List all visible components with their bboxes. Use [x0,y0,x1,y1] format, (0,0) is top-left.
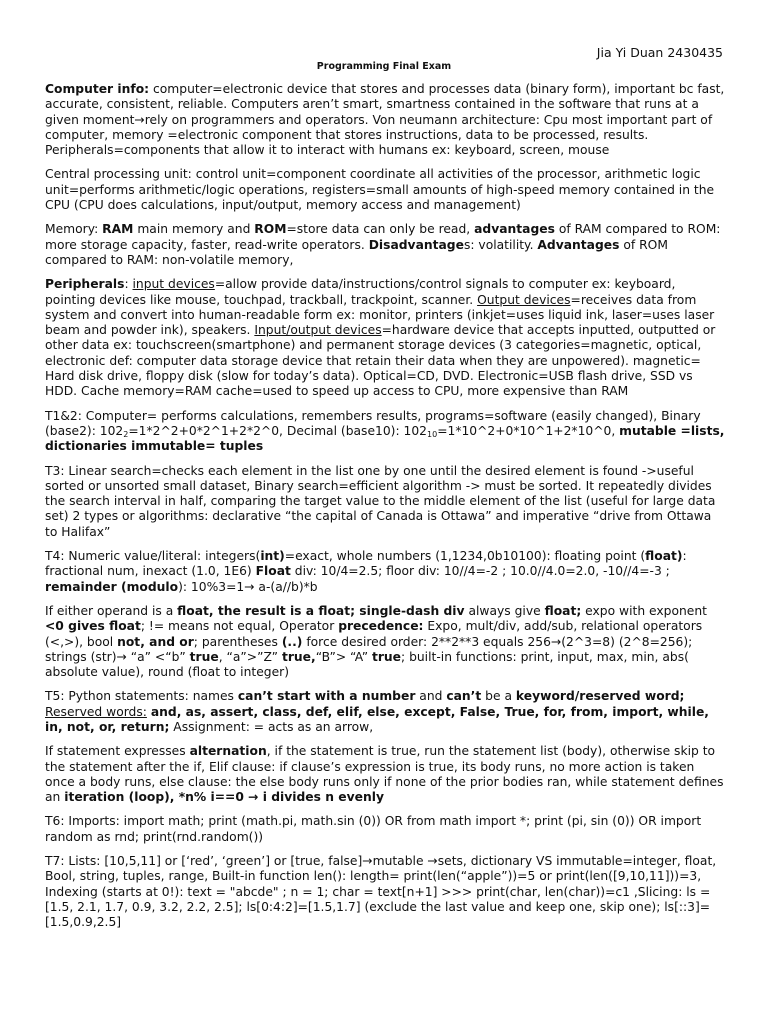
paragraph-operands [45,604,725,680]
text-run: T6: Imports: import math; print (math.pi, math.sin (0)) OR from math import *; print (pi, sin (0)) OR import random as rnd; print(rnd.random()) [45,814,702,844]
bold-run: Peripherals [45,277,125,292]
bold-run: Advantages [537,237,620,252]
paragraph-t7 [45,854,725,930]
text-run: =allow provide data/instructions/control signals to computer ex: keyboard, pointing devices like mouse, touchpad, trackball, trackpoint, scanner. [45,277,676,307]
notes-body [45,82,725,940]
text-run: div: 10/4=2.5; floor div: 10//4=-2 ; 10.0//4.0=2.0, -10//4=-3 ; [290,564,670,579]
bold-run: and, as, assert, class, def, elif, else, except, False, True, for, from, import, while, in, not, or, return; [45,704,709,734]
paragraph-t1-t2 [45,409,725,455]
text-run: of ROM compared to RAM: non-volatile memory, [45,237,668,267]
text-run: Memory: [45,222,103,237]
paragraph-t3 [45,464,725,540]
text-run: =store data can only be read, [286,222,475,237]
text-run: Assignment: = acts as an arrow, [169,719,374,734]
paragraph-cpu [45,167,725,213]
bold-run: can’t [446,689,482,704]
bold-run: alternation [189,744,267,759]
text-run: T5: Python statements: names [45,689,238,704]
text-run: s: volatility. [463,237,538,252]
text-run: If either operand is a [45,603,178,618]
bold-run: float; [544,603,582,618]
text-run: =1*10^2+0*10^1+2*10^0, [437,423,620,438]
subscript-run: 2 [123,429,129,439]
text-run: be a [481,689,516,704]
text-run: =hardware device that accepts inputted, outputted or other data ex: touchscreen(smartphone) and permanent storage devices (3 categories=magnetic, optical, electronic def: computer data storage device that retain their data when they are unpowered). magnetic= Hard disk drive, floppy disk (slow for today’s data). Optical=CD, DVD. Electronic=USB flash drive, SSD vs HDD. Cache memory=RAM cache=used to speed up access to CPU, more expensive than RAM [45,323,716,399]
text-run: and [415,689,447,704]
bold-run: Disadvantage [368,237,464,252]
text-run: ; != means not equal, Operator [140,619,339,634]
paragraph-peripherals [45,277,725,399]
bold-run: not, and or [117,634,194,649]
text-run: computer=electronic device that stores and processes data (binary form), important bc fast, accurate, consistent, reliable. Computers aren’t smart, smartness contained in the software that runs at a given moment→rely on programmers and operators. Von neumann architecture: Cpu most important part of computer, memory =electronic component that stores instructions, data to be processed, results. Peripherals=components that allow it to interact with humans ex: keyboard, screen, mouse [45,82,725,158]
text-run: T1&2: Computer= performs calculations, remembers results, programs=software (easily changed), Binary (base2): 102 [45,408,701,438]
underlined-run: Output devices [477,292,571,307]
bold-run: float) [645,549,683,564]
text-run: Central processing unit: control unit=component coordinate all activities of the processor, arithmetic logic unit=performs arithmetic/logic operations, registers=small amounts of high-speed memory contained in the CPU (CPU does calculations, input/output, memory access and management) [45,167,715,213]
subscript-run: 10 [427,429,438,439]
underlined-run: Input/output devices [254,323,382,338]
text-run: T7: Lists: [10,5,11] or [‘red’, ‘green’] or [true, false]→mutable →sets, dictionary VS immutable=integer, float, Bool, string, tuples, range, Built-in function len(): length= print(len(“apple”))=5 or print(len([9,10,11]))=3, Indexing (starts at 0!): text = "abcde" ; n = 1; char = text[n+1] >>> print(char, len(char))=c1 ,Slicing: ls = [1.5, 2.1, 1.7, 0.9, 3.2, 2.2, 2.5]; ls[0:4:2]=[1.5,1.7] (exclude the last value and keep one, skip one); ls[::3]=[1.5,0.9,2.5] [45,854,717,930]
text-run: : [124,277,133,292]
text-run: , “a”>”Z” [218,649,282,664]
paragraph-t4 [45,549,725,595]
paragraph-t5 [45,689,725,735]
text-run: T4: Numeric value/literal: integers( [45,549,261,564]
bold-run: true [189,649,219,664]
text-run: always give [464,603,545,618]
bold-run: mutable =lists, dictionaries immutable= tuples [45,423,725,454]
bold-run: remainder (modulo [45,579,179,594]
bold-run: keyword/reserved word; [515,689,685,704]
author-name-id: Jia Yi Duan 2430435 [596,45,723,60]
paragraph-memory [45,222,725,268]
text-run: If statement expresses [45,744,190,759]
text-run: =exact, whole numbers (1,1234,0b10100): floating point ( [284,549,646,564]
paragraph-if-statement [45,744,725,805]
bold-run: RAM [102,222,134,237]
bold-run: (..) [281,634,303,649]
underlined-run: Reserved words: [45,704,147,719]
bold-run: precedence: [338,619,424,634]
paragraph-t6 [45,814,725,845]
text-run: , if the statement is true, run the statement list (body), otherwise skip to the statement after the if, Elif clause: if clause’s expression is true, its body runs, no more action is taken once a body runs, else clause: the else body runs only if none of the prior bodies ran, while statement defines an [45,744,724,805]
text-run: of RAM compared to ROM: more storage capacity, faster, read-write operators. [45,222,721,252]
bold-run: Float [255,564,291,579]
text-run: ): 10%3=1→ a-(a//b)*b [178,579,318,594]
bold-run: Computer info: [45,82,150,96]
text-run: =1*2^2+0*2^1+2*2^0, Decimal (base10): 102 [128,423,427,438]
text-run: ; parentheses [193,634,282,649]
bold-run: <0 gives float [45,619,141,634]
text-run: expo with exponent [581,603,707,618]
text-run: force desired order: 2**2**3 equals 256→(2^3=8) (2^8=256); strings (str)→ “a” <“b” [45,634,693,664]
bold-run: float, the result is a float; single-dash div [177,603,465,618]
bold-run: true [371,649,402,664]
bold-run: ROM [254,222,287,237]
text-run: T3: Linear search=checks each element in the list one by one until the desired element is found ->useful sorted or unsorted small dataset, Binary search=efficient algorithm -> must be sorted. It repeatedly divides the search interval in half, comparing the target value to the middle element of the list (useful for large data set) 2 types or algorithms: declarative “the capital of Canada is Ottawa” and imperative “drive from Ottawa to Halifax” [45,463,716,539]
paragraph-computer-info [45,82,725,158]
underlined-run: input devices [132,277,215,292]
text-run: ; built-in functions: print, input, max, min, abs( absolute value), round (float to integer) [45,649,689,680]
text-run: =receives data from system and convert into human-readable form ex: monitor, printers (inkjet=uses liquid ink, laser=uses laser beam and powder ink), speakers. [45,292,715,338]
page-title: Programming Final Exam [316,61,452,72]
text-run: Expo, mult/div, add/sub, relational operators (<,>), bool [45,619,703,649]
text-run: : fractional num, inexact (1.0, 1E6) [45,549,687,579]
text-run: “B”> “A” [315,649,372,664]
text-run: main memory and [133,222,255,237]
bold-run: can’t start with a number [237,689,416,704]
bold-run: int) [260,549,285,564]
bold-run: true, [281,649,316,664]
bold-run: advantages [474,222,555,237]
bold-run: iteration (loop), *n% i==0 → i divides n evenly [64,790,384,805]
